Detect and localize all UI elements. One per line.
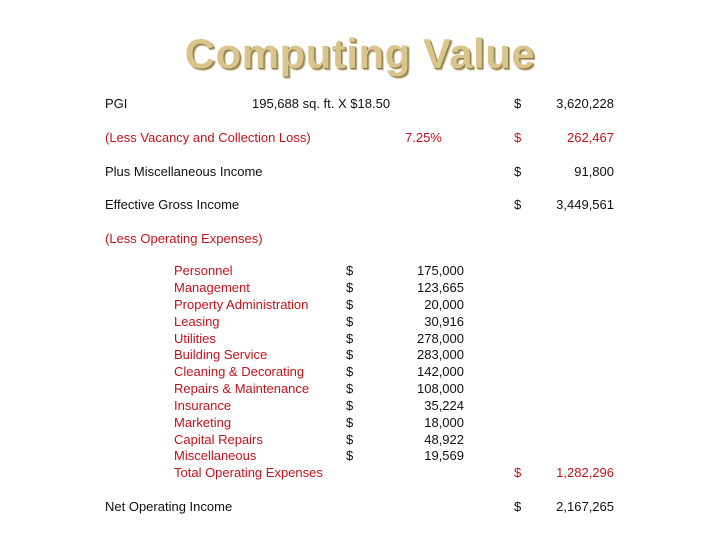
misc-income-label: Plus Miscellaneous Income — [105, 164, 263, 179]
expense-currency: $ — [346, 432, 354, 447]
expense-row — [0, 448, 720, 465]
expense-currency: $ — [346, 314, 354, 329]
noi-value: 2,167,265 — [556, 499, 614, 514]
misc-income-value: 91,800 — [574, 164, 614, 179]
expense-currency: $ — [346, 297, 354, 312]
expense-value: 30,916 — [424, 314, 464, 329]
expense-currency: $ — [346, 364, 354, 379]
expense-value: 48,922 — [424, 432, 464, 447]
total-opex-label: Total Operating Expenses — [174, 465, 323, 480]
expense-currency: $ — [346, 398, 354, 413]
expense-row — [0, 280, 720, 297]
expense-row — [0, 263, 720, 280]
expense-row — [0, 415, 720, 432]
expense-label: Cleaning & Decorating — [174, 364, 305, 379]
noi-label: Net Operating Income — [105, 499, 233, 514]
vacancy-currency: $ — [514, 130, 522, 145]
page-title: Computing Value — [184, 30, 536, 77]
noi-currency: $ — [514, 499, 522, 514]
expense-row — [0, 381, 720, 398]
expense-label: Marketing — [174, 415, 232, 430]
expense-row — [0, 347, 720, 364]
expense-value: 35,224 — [424, 398, 464, 413]
expense-value: 278,000 — [417, 331, 464, 346]
expense-label: Capital Repairs — [174, 432, 263, 447]
expense-label: Leasing — [174, 314, 220, 329]
total-opex-currency: $ — [514, 465, 522, 480]
expense-value: 142,000 — [417, 364, 464, 379]
expense-currency: $ — [346, 415, 354, 430]
expense-label: Miscellaneous — [174, 448, 257, 463]
expense-row — [0, 432, 720, 449]
expense-row — [0, 398, 720, 415]
expense-label: Personnel — [174, 263, 233, 278]
expense-label: Management — [174, 280, 250, 295]
expense-value: 108,000 — [417, 381, 464, 396]
expense-label: Building Service — [174, 347, 268, 362]
expense-row — [0, 297, 720, 314]
expense-currency: $ — [346, 381, 354, 396]
pgi-currency: $ — [514, 96, 522, 111]
expense-value: 283,000 — [417, 347, 464, 362]
expense-row — [0, 364, 720, 381]
expense-currency: $ — [346, 448, 354, 463]
expense-value: 123,665 — [417, 280, 464, 295]
egi-value: 3,449,561 — [556, 197, 614, 212]
vacancy-value: 262,467 — [567, 130, 614, 145]
expense-currency: $ — [346, 331, 354, 346]
egi-label: Effective Gross Income — [105, 197, 240, 212]
opex-header: (Less Operating Expenses) — [105, 231, 263, 246]
expense-label: Property Administration — [174, 297, 309, 312]
expense-label: Insurance — [174, 398, 232, 413]
vacancy-label: (Less Vacancy and Collection Loss) — [105, 130, 311, 145]
vacancy-rate: 7.25% — [405, 130, 442, 145]
expense-value: 20,000 — [424, 297, 464, 312]
expense-label: Repairs & Maintenance — [174, 381, 310, 396]
expense-label: Utilities — [174, 331, 216, 346]
expense-value: 18,000 — [424, 415, 464, 430]
total-opex-value: 1,282,296 — [556, 465, 614, 480]
expense-currency: $ — [346, 263, 354, 278]
expense-value: 19,569 — [424, 448, 464, 463]
expense-row — [0, 314, 720, 331]
pgi-basis: 195,688 sq. ft. X $18.50 — [252, 96, 391, 111]
pgi-value: 3,620,228 — [556, 96, 614, 111]
egi-currency: $ — [514, 197, 522, 212]
expense-value: 175,000 — [417, 263, 464, 278]
expense-currency: $ — [346, 280, 354, 295]
expense-row — [0, 331, 720, 348]
pgi-label: PGI — [105, 96, 128, 111]
expense-currency: $ — [346, 347, 354, 362]
misc-income-currency: $ — [514, 164, 522, 179]
